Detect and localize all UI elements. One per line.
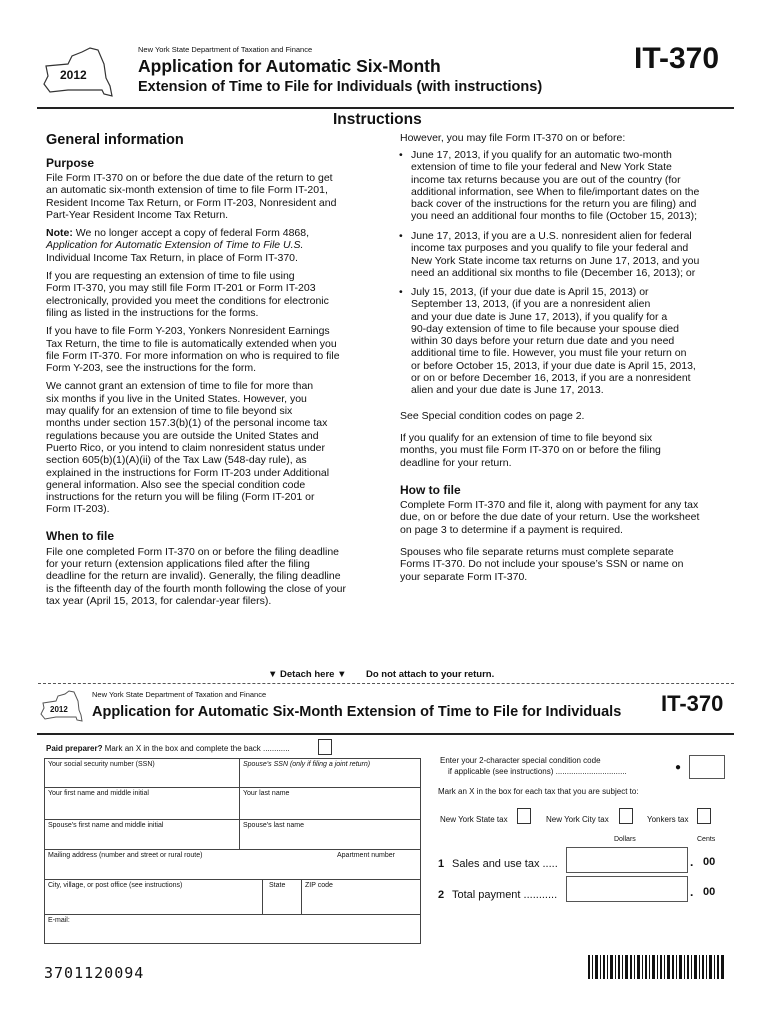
form-id: IT-370 [634, 42, 720, 75]
mailing-address-field[interactable]: Mailing address (number and street or rural route) Apartment number [44, 849, 421, 880]
bullet-july-15: July 15, 2013, (if your due date is April 15, 2013) or September 13, 2013, (if you are a nonresident alien and your due date is June 17, 2013), if you qualify for a 90-day extension of time to file because your spouse died within 30 days before your return due date and you need additional time to file. However, you must file your return on or before October 15, 2013, if your due date is April 15, 2013, or on or before December 16, 2013, if you are a nonresident alien and your due date is June 17, 2013. [411, 286, 696, 397]
detach-dashed-line [38, 683, 734, 684]
form-title-line2: Extension of Time to File for Individuals (with instructions) [138, 79, 543, 95]
line1-cents: 00 [703, 856, 716, 868]
detach-here-label: ▼ Detach here ▼ [268, 669, 347, 680]
apartment-label: Apartment number [337, 852, 395, 859]
barcode-number: 3701120094 [44, 964, 145, 982]
sales-use-tax-input[interactable] [566, 847, 688, 873]
line2-decimal-dot: . [690, 885, 694, 899]
last-name-field[interactable]: Your last name [239, 787, 421, 820]
first-name-field[interactable]: Your first name and middle initial [44, 787, 240, 820]
special-code-input[interactable] [689, 755, 725, 779]
cannot-grant-paragraph: We cannot grant an extension of time to file for more than six months if you live in the United States. However, you may qualify for an extension of time to file beyond six months under section 157.3(b)(1) of the personal income tax regulations because you are outside the United States and Puerto Rico, or you intend to claim nonresident status under section 605(b)(1)(A)(ii) of the Tax Law (548-day rule), as explained in the instructions for Form IT-203 under Additional general information. Also see the special condition code instructions for the return you will be filing (Form IT-201 or Form IT-203). [46, 380, 330, 516]
bullet-june-17-abroad: June 17, 2013, if you qualify for an automatic two-month extension of time to file your federal and New York State income tax returns because you are out of the country (for additional information, see When to file/important dates on the back cover of the instructions for the return you are filing) and you need an additional four months to file (October 15, 2013); [411, 149, 700, 223]
form-year: 2012 [60, 68, 87, 82]
form-header-rule [37, 733, 734, 735]
line1-number: 1 [438, 858, 445, 870]
total-payment-input[interactable] [566, 876, 688, 902]
zip-field[interactable]: ZIP code [301, 879, 421, 915]
city-field[interactable]: City, village, or post office (see instructions) [44, 879, 263, 915]
yonkers-paragraph: If you have to file Form Y-203, Yonkers Nonresident Earnings Tax Return, the time to file is automatically extended when you file Form IT-370. For more information on who is required to file Form Y-203, see the instructions for the form. [46, 325, 340, 375]
department-name: New York State Department of Taxation and Finance [138, 45, 313, 54]
spouse-last-name-field[interactable]: Spouse’s last name [239, 819, 421, 850]
form-title-line1: Application for Automatic Six-Month [138, 56, 441, 76]
line2-cents: 00 [703, 886, 716, 898]
when-to-file-paragraph: File one completed Form IT-370 on or before the filing deadline for your return (extension applications filed after the filing deadline for the return are invalid). Generally, the filing deadline is the fifteenth day of the fourth month following the close of your tax year (April 15, 2013, for calendar-year filers). [46, 545, 347, 607]
how-to-file-heading: How to file [400, 483, 461, 497]
spouses-paragraph: Spouses who file separate returns must complete separate Forms IT-370. Do not include your spouse’s SSN or name on your separate Form IT-370. [400, 546, 684, 583]
bullet-icon: • [399, 286, 403, 298]
mark-x-instructions: Mark an X in the box for each tax that you are subject to: [438, 787, 639, 796]
special-code-label: Enter your 2-character special condition code if applicable (see instructions) ................................ [440, 756, 627, 776]
bullet-june-17-nonresident: June 17, 2013, if you are a U.S. nonresident alien for federal income tax purposes and you qualify to file your federal and New York State income tax returns on June 17, 2013, and you need an additional six months to file (December 16, 2013); or [411, 230, 700, 279]
line2-label: Total payment ........... [452, 889, 558, 901]
when-to-file-heading: When to file [46, 528, 114, 543]
header-rule [37, 107, 734, 109]
paid-preparer-checkbox[interactable] [318, 739, 332, 755]
instructions-heading: Instructions [333, 111, 422, 128]
line2-number: 2 [438, 889, 445, 901]
do-not-attach-label: Do not attach to your return. [366, 669, 495, 680]
dollars-header: Dollars [614, 836, 636, 843]
line1-decimal-dot: . [690, 855, 694, 869]
left-column [46, 131, 381, 607]
yonkers-tax-label: Yonkers tax [647, 815, 689, 824]
beyond-six-months-paragraph: If you qualify for an extension of time to file beyond six months, you must file Form IT-370 on or before the filing deadline for your return. [400, 432, 661, 469]
form-title: Application for Automatic Six-Month Extension of Time to File for Individuals [92, 704, 622, 720]
purpose-paragraph: File Form IT-370 on or before the due date of the return to get an automatic six-month extension of time to file Form IT-201, Resident Income Tax Return, or Form IT-203, Nonresident and Part-Year Resident Income Tax Return. [46, 172, 337, 221]
see-special-codes: See Special condition codes on page 2. [400, 410, 585, 422]
barcode-icon [588, 955, 724, 979]
bullet-icon: • [399, 230, 403, 242]
yonkers-tax-checkbox[interactable] [697, 808, 711, 824]
form-department: New York State Department of Taxation and Finance [92, 690, 267, 699]
right-intro: However, you may file Form IT-370 on or before: [400, 132, 626, 144]
state-field[interactable]: State [262, 879, 302, 915]
requesting-paragraph: If you are requesting an extension of time to file using Form IT-370, you may still file Form IT-201 or Form IT-203 electronically, provided you meet the conditions for electronic filing as listed in the instructions for the forms. [46, 270, 329, 319]
nyc-tax-label: New York City tax [546, 815, 609, 824]
nyc-tax-checkbox[interactable] [619, 808, 633, 824]
purpose-heading: Purpose [46, 156, 95, 170]
paid-preparer-line: Paid preparer? Mark an X in the box and complete the back ............ [46, 744, 290, 753]
bullet-icon: • [399, 149, 403, 161]
bullet-dot-icon: ● [675, 762, 682, 773]
general-info-heading: General information [46, 132, 184, 148]
how-to-file-paragraph: Complete Form IT-370 and file it, along with payment for any tax due, on or before the due date of your return. Use the worksheet on page 3 to determine if a payment is required. [400, 499, 700, 536]
spouse-first-name-field[interactable]: Spouse’s first name and middle initial [44, 819, 240, 850]
nys-tax-label: New York State tax [440, 815, 508, 824]
cents-header: Cents [697, 836, 716, 843]
nys-tax-checkbox[interactable] [517, 808, 531, 824]
line1-label: Sales and use tax ..... [452, 858, 558, 870]
spouse-ssn-field[interactable]: Spouse’s SSN (only if filing a joint return) [239, 758, 421, 788]
ssn-field[interactable]: Your social security number (SSN) [44, 758, 240, 788]
form-year-small: 2012 [50, 705, 68, 714]
form-id-small: IT-370 [661, 691, 724, 716]
note-paragraph: Note: We no longer accept a copy of federal Form 4868, Application for Automatic Extension of Time to File U.S. Individual Income Tax Return, in place of Form IT-370. [46, 227, 310, 264]
email-field[interactable]: E-mail: [44, 914, 421, 944]
